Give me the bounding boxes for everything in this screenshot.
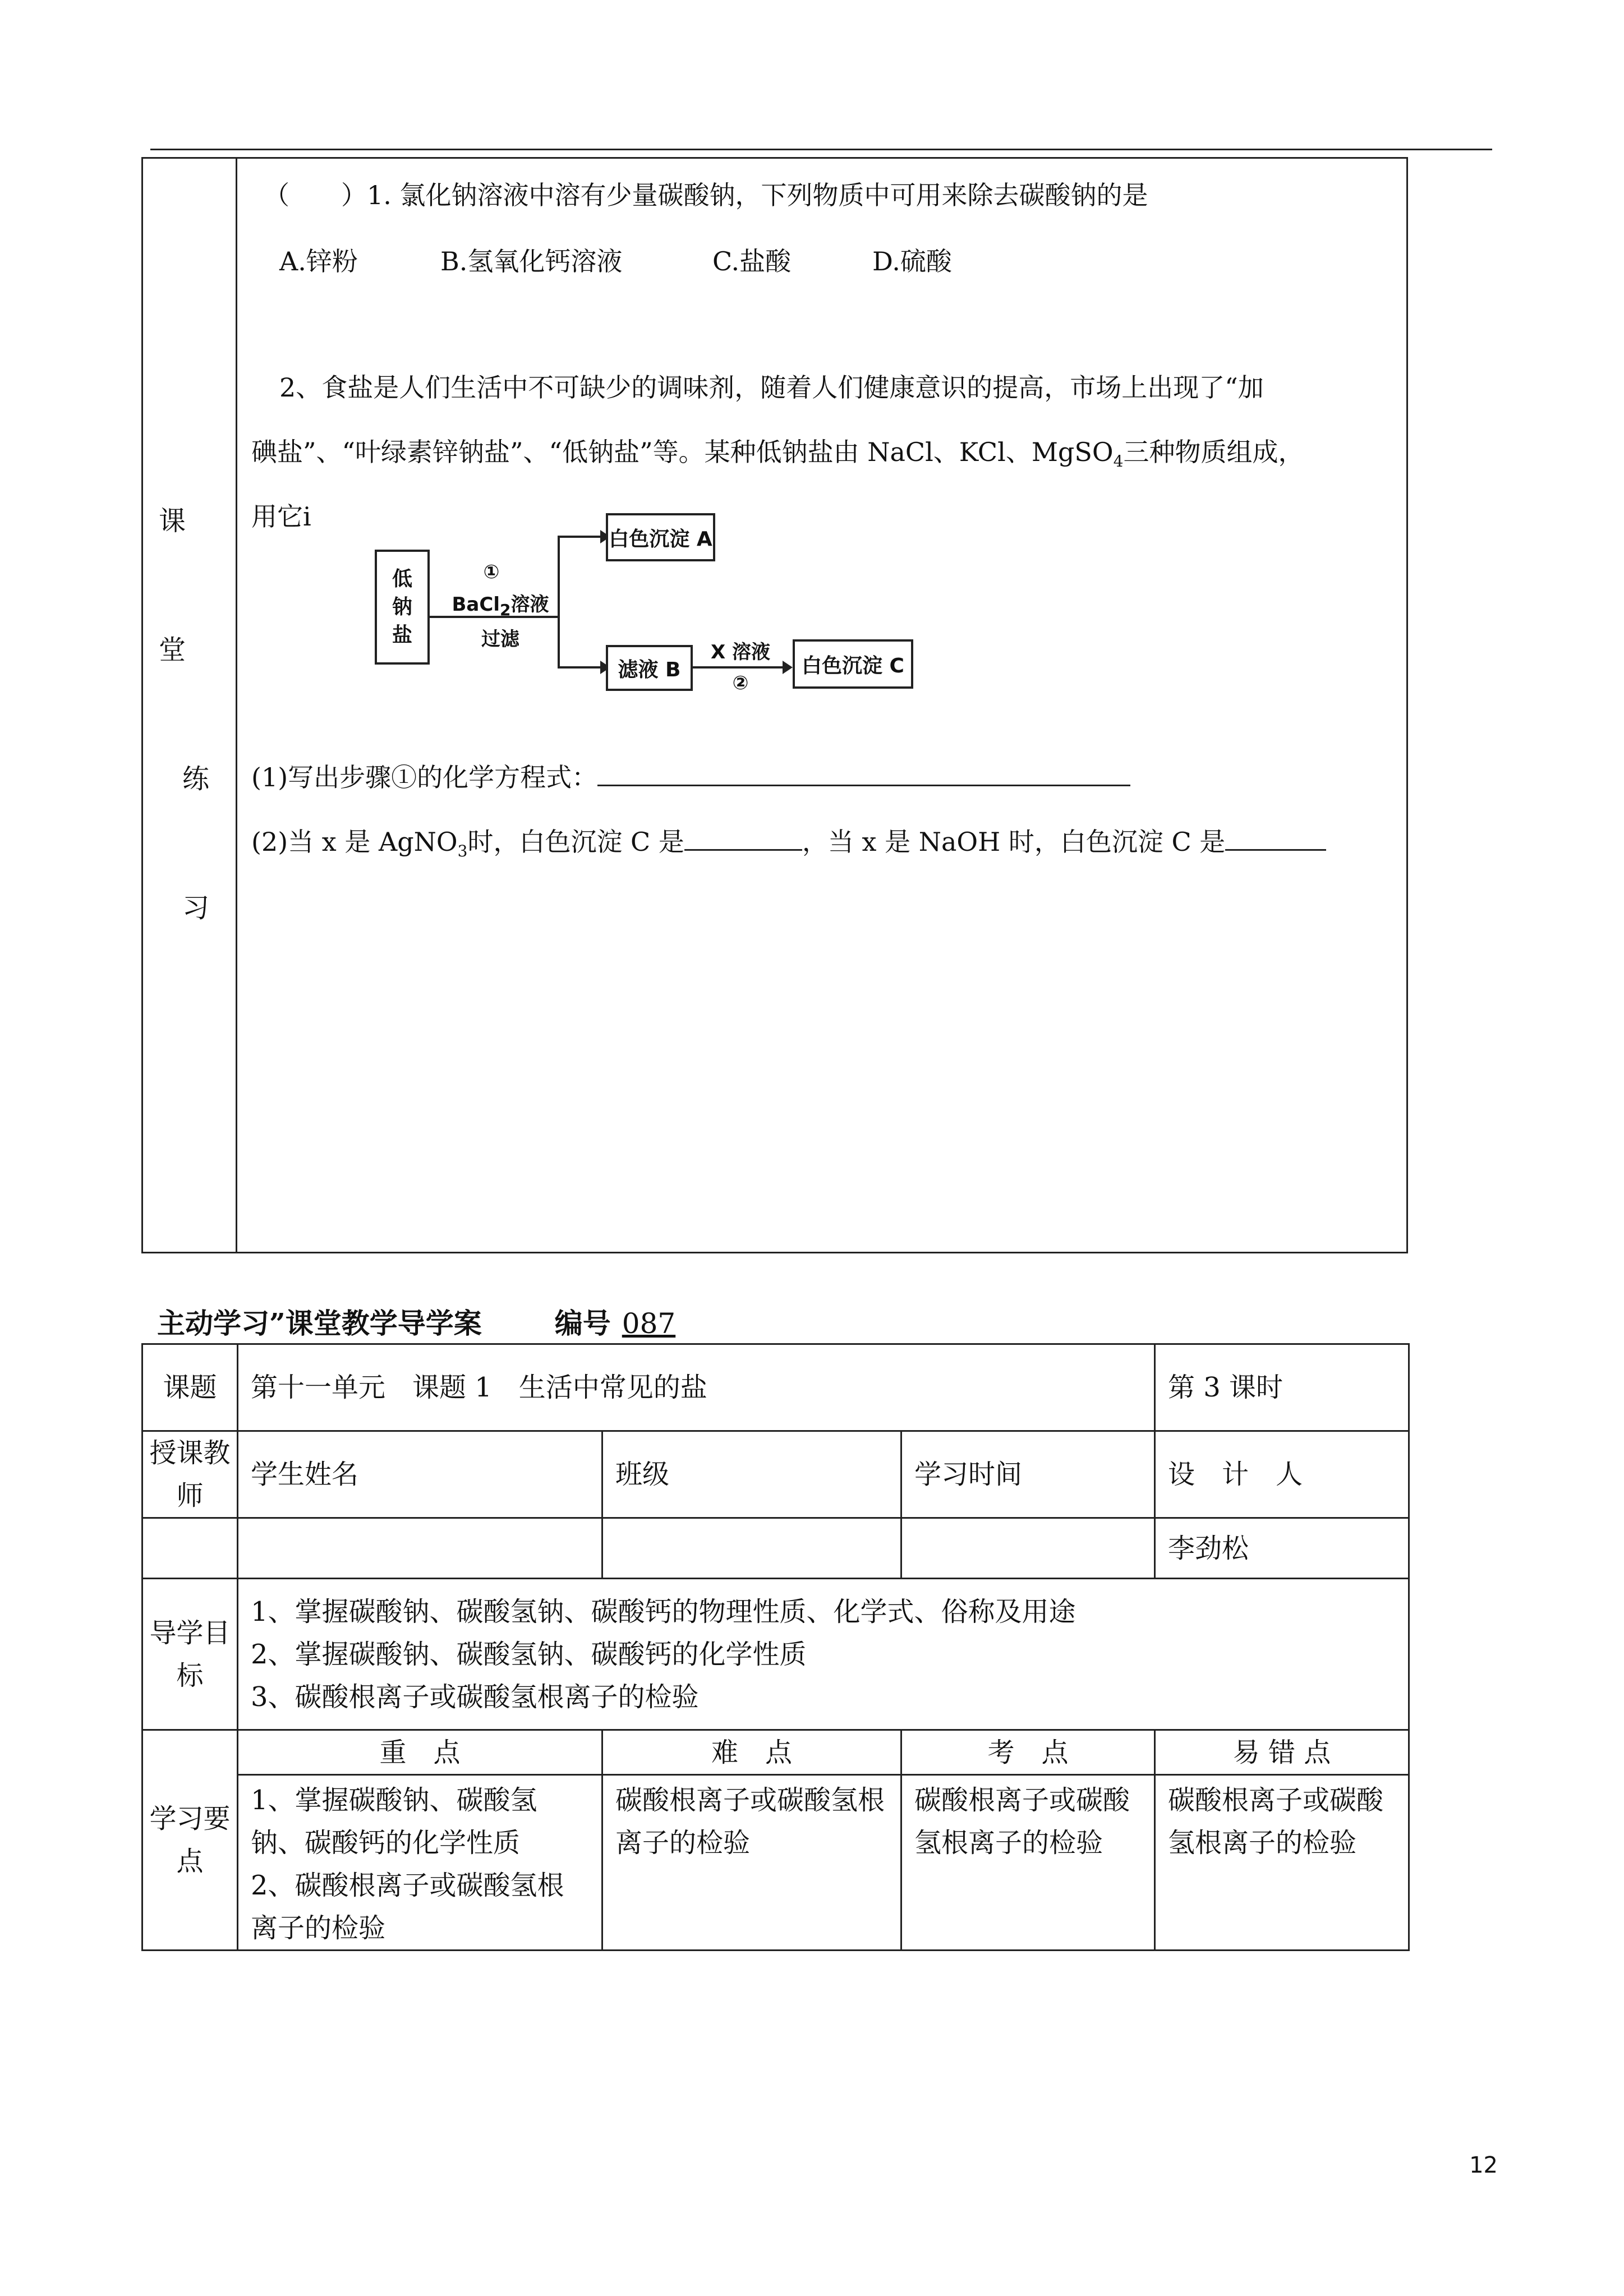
flow-step-label: ① [483, 561, 500, 583]
column-header: 难 点 [602, 1730, 901, 1775]
practice-divider [236, 157, 237, 1253]
question-1-option: A.锌粉 [279, 246, 358, 276]
sub-question-2: (2)当 x 是 AgNO$_3$时，白色沉淀 C 是 ，当 x 是 NaOH 时，白色沉淀 C 是 [251, 822, 1326, 860]
question-2-line: 碘盐”、“叶绿素锌钠盐”、“低钠盐”等。某种低钠盐由 NaCl、KCl、MgSO$_4$三种物质组成， [251, 437, 1304, 471]
flow-reagent-label: BaCl$_2$溶液 [452, 593, 549, 619]
section-label-char: 习 [182, 892, 210, 924]
goal-item: 3、碳酸根离子或碳酸氢根离子的检验 [251, 1681, 699, 1713]
flow-arrow-line [558, 666, 605, 668]
table-row [142, 1518, 1409, 1579]
points-label: 学习要点 [142, 1730, 238, 1951]
flow-precipitate-c-box: 白色沉淀 C [793, 639, 913, 689]
question-1-stem: （ ）1. 氯化钠溶液中溶有少量碳酸钠，下列物质中可用来除去碳酸钠的是 [264, 180, 1148, 210]
goal-item: 2、掌握碳酸钠、碳酸氢钠、碳酸钙的化学性质 [251, 1638, 807, 1670]
key-points-cell: 1、掌握碳酸钠、碳酸氢钠、碳酸钙的化学性质 2、碳酸根离子或碳酸氢根离子的检验 [238, 1775, 602, 1951]
period-value: 第 3 课时 [1155, 1344, 1409, 1431]
blank-cell[interactable] [142, 1518, 238, 1579]
designer-header: 设 计 人 [1155, 1431, 1409, 1518]
answer-blank[interactable] [597, 760, 1130, 786]
class-cell[interactable] [602, 1518, 901, 1579]
flow-arrow-line [693, 666, 783, 668]
column-header: 易 错 点 [1155, 1730, 1409, 1775]
topic-value: 第十一单元 课题 1 生活中常见的盐 [238, 1344, 1155, 1431]
class-header: 班级 [602, 1431, 901, 1518]
study-time-cell[interactable] [901, 1518, 1155, 1579]
error-points-cell: 碳酸根离子或碳酸氢根离子的检验 [1155, 1775, 1409, 1951]
study-time-header: 学习时间 [901, 1431, 1155, 1518]
question-1-option: C.盐酸 [712, 246, 792, 276]
teacher-label: 授课教师 [142, 1431, 238, 1518]
column-header: 考 点 [901, 1730, 1155, 1775]
flow-branch-line [558, 536, 560, 668]
top-rule [150, 149, 1492, 150]
question-2-line: 2、食盐是人们生活中不可缺少的调味剂，随着人们健康意识的提高，市场上出现了“加 [279, 372, 1264, 403]
flow-arrow-line [558, 536, 605, 538]
goal-item: 1、掌握碳酸钠、碳酸氢钠、碳酸钙的物理性质、化学式、俗称及用途 [251, 1596, 1076, 1628]
sub-question-1: (1)写出步骤①的化学方程式： [251, 757, 1130, 794]
question-2-line: 用它i [251, 501, 311, 532]
plan-number-value: 087 [622, 1307, 676, 1340]
flow-x-reagent-label: X 溶液 [710, 641, 771, 663]
table-row [142, 1730, 1409, 1775]
lesson-plan-table [141, 1343, 1410, 1951]
section-label-char: 练 [182, 763, 210, 795]
table-row [142, 1775, 1409, 1951]
difficult-points-cell: 碳酸根离子或碳酸氢根离子的检验 [602, 1775, 901, 1951]
page-number: 12 [1469, 2152, 1498, 2178]
designer-name: 李劲松 [1155, 1518, 1409, 1579]
goals-cell [238, 1579, 1409, 1730]
flow-start-box: 低 钠 盐 [375, 550, 430, 665]
student-name-cell[interactable] [238, 1518, 602, 1579]
arrow-head-icon [783, 661, 793, 674]
column-header: 重 点 [238, 1730, 602, 1775]
question-1-option: D.硫酸 [872, 246, 952, 276]
flow-step-label: ② [732, 672, 749, 694]
question-1-option: B.氢氧化钙溶液 [440, 246, 623, 276]
table-row [142, 1344, 1409, 1431]
table-row [142, 1431, 1409, 1518]
topic-label: 课题 [142, 1344, 238, 1431]
flow-filter-label: 过滤 [481, 628, 519, 651]
flow-precipitate-a-box: 白色沉淀 A [606, 513, 715, 561]
plan-title-line [157, 1301, 675, 1341]
table-row [142, 1579, 1409, 1730]
goals-label: 导学目标 [142, 1579, 238, 1730]
flow-filtrate-b-box: 滤液 B [606, 645, 693, 691]
section-label-char: 课 [159, 505, 186, 537]
practice-box [141, 157, 1408, 1253]
section-label-char: 堂 [159, 634, 186, 666]
student-name-header: 学生姓名 [238, 1431, 602, 1518]
plan-number-label: 编号 [554, 1307, 611, 1340]
answer-blank[interactable] [684, 824, 802, 851]
exam-points-cell: 碳酸根离子或碳酸氢根离子的检验 [901, 1775, 1155, 1951]
plan-title: 主动学习”课堂教学导学案 [157, 1307, 482, 1340]
answer-blank[interactable] [1225, 824, 1326, 851]
